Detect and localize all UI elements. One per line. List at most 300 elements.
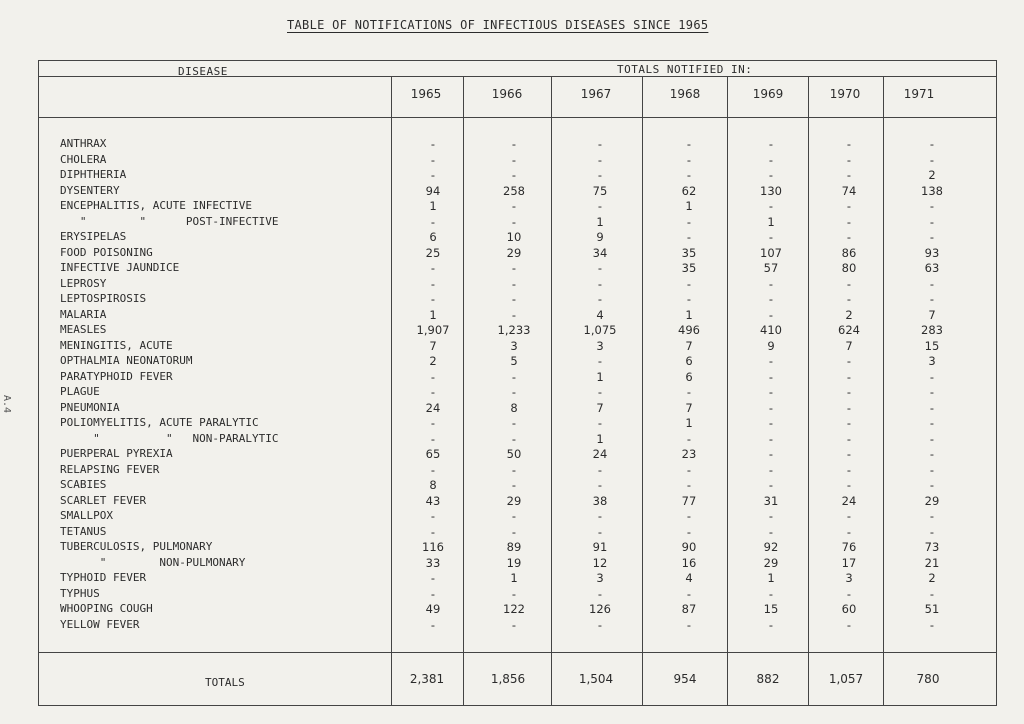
count-cell: 116: [422, 540, 444, 554]
table-row: [0, 184, 1024, 200]
disease-name: INFECTIVE JAUNDICE: [60, 261, 180, 274]
count-cell: 126: [589, 602, 611, 616]
count-cell: 1: [596, 431, 604, 446]
total-cell: 1,057: [828, 672, 864, 686]
count-cell: -: [511, 385, 517, 399]
count-cell: 2: [429, 354, 437, 368]
count-cell: -: [597, 276, 603, 291]
count-cell: -: [768, 385, 774, 399]
totals-divider: [38, 652, 997, 653]
count-cell: 6: [429, 230, 437, 244]
count-cell: -: [686, 292, 692, 306]
count-cell: 31: [763, 493, 779, 508]
count-cell: 7: [928, 307, 936, 322]
count-cell: 29: [924, 493, 940, 508]
total-cell: 1,856: [490, 672, 526, 686]
table-row: [0, 540, 1024, 556]
table-body: [0, 137, 1024, 633]
count-cell: 21: [924, 555, 940, 570]
count-cell: -: [686, 462, 692, 477]
year-header: 1966: [491, 87, 523, 101]
count-cell: -: [597, 416, 603, 430]
count-cell: -: [430, 431, 436, 446]
count-cell: -: [846, 276, 852, 291]
count-cell: 49: [425, 602, 441, 616]
table-row: [0, 618, 1024, 634]
disease-name: TUBERCULOSIS, PULMONARY: [60, 540, 213, 553]
count-cell: -: [686, 214, 692, 229]
count-cell: -: [511, 478, 517, 492]
count-cell: -: [686, 276, 692, 291]
table-row: [0, 215, 1024, 231]
count-cell: -: [597, 354, 603, 368]
count-cell: 24: [841, 493, 857, 508]
count-cell: 75: [592, 183, 608, 198]
count-cell: -: [597, 292, 603, 306]
count-cell: -: [430, 369, 436, 384]
count-cell: 1: [596, 214, 604, 229]
count-cell: -: [686, 586, 692, 601]
count-cell: 2: [928, 571, 936, 585]
count-cell: -: [768, 307, 774, 322]
table-row: [0, 308, 1024, 324]
total-cell: 954: [673, 672, 697, 686]
count-cell: -: [929, 137, 935, 151]
count-cell: 19: [506, 555, 522, 570]
disease-name: TYPHUS: [60, 586, 100, 600]
count-cell: 122: [503, 602, 525, 616]
count-cell: 34: [592, 245, 608, 260]
year-header: 1969: [752, 87, 784, 101]
count-cell: 1: [685, 416, 693, 430]
count-cell: 624: [838, 323, 860, 337]
count-cell: -: [511, 292, 517, 306]
count-cell: -: [430, 276, 436, 291]
count-cell: -: [430, 261, 436, 275]
count-cell: -: [846, 524, 852, 539]
count-cell: 15: [924, 338, 940, 353]
count-cell: -: [597, 524, 603, 539]
count-cell: 12: [592, 555, 608, 570]
count-cell: 410: [760, 323, 782, 337]
table-row: [0, 277, 1024, 293]
count-cell: 94: [425, 183, 441, 198]
count-cell: -: [929, 462, 935, 477]
disease-name: PNEUMONIA: [60, 400, 120, 414]
year-header: 1968: [669, 87, 701, 101]
disease-name: TETANUS: [60, 524, 107, 538]
count-cell: 9: [767, 338, 775, 353]
count-cell: -: [768, 462, 774, 477]
year-header-divider: [38, 117, 997, 118]
count-cell: -: [511, 431, 517, 446]
disease-name: " " POST-INFECTIVE: [60, 214, 279, 228]
count-cell: 35: [681, 245, 697, 260]
count-cell: 25: [425, 245, 441, 260]
count-cell: -: [929, 478, 935, 492]
count-cell: 7: [596, 400, 604, 415]
count-cell: 3: [510, 338, 518, 353]
count-cell: -: [929, 586, 935, 601]
count-cell: -: [686, 509, 692, 523]
count-cell: -: [846, 509, 852, 523]
count-cell: -: [768, 276, 774, 291]
count-cell: -: [768, 152, 774, 167]
count-cell: 7: [429, 338, 437, 353]
table-row: [0, 478, 1024, 494]
count-cell: 4: [596, 307, 604, 322]
count-cell: 73: [924, 540, 940, 554]
count-cell: -: [597, 509, 603, 523]
count-cell: -: [511, 152, 517, 167]
count-cell: -: [430, 168, 436, 182]
count-cell: -: [768, 137, 774, 151]
count-cell: -: [597, 152, 603, 167]
disease-name: WHOOPING COUGH: [60, 602, 153, 615]
count-cell: -: [686, 230, 692, 244]
count-cell: 2: [928, 168, 936, 182]
count-cell: 63: [924, 261, 940, 275]
count-cell: -: [846, 416, 852, 430]
count-cell: 7: [685, 400, 693, 415]
count-cell: -: [597, 478, 603, 492]
count-cell: -: [768, 354, 774, 368]
disease-name: MEASLES: [60, 323, 107, 336]
count-cell: -: [511, 261, 517, 275]
year-header: 1970: [829, 87, 861, 101]
count-cell: -: [686, 168, 692, 182]
count-cell: -: [846, 431, 852, 446]
count-cell: -: [846, 152, 852, 167]
count-cell: -: [597, 261, 603, 275]
count-cell: -: [686, 152, 692, 167]
count-cell: 7: [685, 338, 693, 353]
count-cell: 130: [760, 183, 782, 198]
count-cell: -: [511, 462, 517, 477]
count-cell: -: [686, 137, 692, 151]
disease-name: " NON-PULMONARY: [60, 555, 246, 569]
count-cell: 89: [506, 540, 522, 554]
count-cell: 2: [845, 307, 853, 322]
count-cell: 1: [429, 199, 437, 213]
count-cell: -: [686, 617, 692, 632]
count-cell: 65: [425, 447, 441, 461]
table-row: [0, 587, 1024, 603]
disease-name: PUERPERAL PYREXIA: [60, 447, 173, 460]
count-cell: -: [768, 509, 774, 523]
count-cell: -: [846, 168, 852, 182]
disease-name: LEPROSY: [60, 276, 107, 290]
count-cell: -: [846, 478, 852, 492]
count-cell: -: [430, 137, 436, 151]
count-cell: 6: [685, 369, 693, 384]
count-cell: -: [846, 354, 852, 368]
table-row: [0, 401, 1024, 417]
count-cell: -: [430, 385, 436, 399]
count-cell: 3: [928, 354, 936, 368]
count-cell: 3: [596, 338, 604, 353]
count-cell: 33: [425, 555, 441, 570]
totals-label: TOTALS: [205, 676, 245, 689]
count-cell: -: [597, 168, 603, 182]
disease-name: FOOD POISONING: [60, 245, 153, 259]
count-cell: -: [846, 586, 852, 601]
count-cell: -: [430, 571, 436, 585]
count-cell: 1: [767, 214, 775, 229]
table-row: [0, 509, 1024, 525]
disease-name: TYPHOID FEVER: [60, 571, 147, 584]
count-cell: 51: [924, 602, 940, 616]
count-cell: -: [768, 369, 774, 384]
disease-name: CHOLERA: [60, 152, 107, 166]
count-cell: 5: [510, 354, 518, 368]
count-cell: -: [768, 617, 774, 632]
count-cell: 24: [592, 447, 608, 461]
disease-column-header: DISEASE: [178, 65, 228, 78]
count-cell: -: [768, 586, 774, 601]
count-cell: -: [929, 230, 935, 244]
count-cell: -: [430, 416, 436, 430]
count-cell: -: [686, 385, 692, 399]
table-row: [0, 370, 1024, 386]
count-cell: 76: [841, 540, 857, 554]
table-row: [0, 463, 1024, 479]
count-cell: 29: [506, 245, 522, 260]
table-row: [0, 261, 1024, 277]
disease-name: MALARIA: [60, 307, 107, 321]
count-cell: -: [430, 214, 436, 229]
count-cell: -: [929, 214, 935, 229]
count-cell: 77: [681, 493, 697, 508]
disease-name: SCABIES: [60, 478, 107, 491]
count-cell: -: [511, 617, 517, 632]
table-row: [0, 525, 1024, 541]
disease-name: PLAGUE: [60, 385, 100, 398]
page-marker: A.4: [1, 395, 12, 414]
count-cell: -: [768, 230, 774, 244]
disease-name: ANTHRAX: [60, 137, 107, 150]
disease-name: YELLOW FEVER: [60, 617, 140, 631]
count-cell: -: [929, 416, 935, 430]
count-cell: 90: [681, 540, 697, 554]
count-cell: 92: [763, 540, 779, 554]
totals-notified-header: TOTALS NOTIFIED IN:: [617, 63, 753, 76]
count-cell: -: [430, 152, 436, 167]
count-cell: 1,907: [416, 323, 450, 337]
count-cell: 74: [841, 183, 857, 198]
disease-name: MENINGITIS, ACUTE: [60, 338, 173, 352]
count-cell: -: [511, 214, 517, 229]
table-row: [0, 556, 1024, 572]
count-cell: -: [511, 276, 517, 291]
count-cell: 50: [506, 447, 522, 461]
total-cell: 1,504: [578, 672, 614, 686]
count-cell: 6: [685, 354, 693, 368]
count-cell: 8: [510, 400, 518, 415]
count-cell: -: [511, 168, 517, 182]
count-cell: -: [929, 276, 935, 291]
year-header: 1971: [903, 87, 935, 101]
count-cell: -: [597, 617, 603, 632]
count-cell: 35: [681, 261, 697, 275]
table-row: [0, 339, 1024, 355]
count-cell: 1: [685, 199, 693, 213]
count-cell: -: [929, 385, 935, 399]
count-cell: 1: [596, 369, 604, 384]
table-row: [0, 385, 1024, 401]
count-cell: -: [929, 152, 935, 167]
total-cell: 882: [756, 672, 780, 686]
count-cell: -: [929, 400, 935, 415]
count-cell: -: [929, 199, 935, 213]
count-cell: -: [768, 168, 774, 182]
count-cell: -: [929, 447, 935, 461]
count-cell: 1,075: [583, 323, 617, 337]
count-cell: -: [929, 509, 935, 523]
disease-name: DIPHTHERIA: [60, 168, 127, 181]
count-cell: 1,233: [497, 323, 531, 337]
count-cell: 57: [763, 261, 779, 275]
count-cell: -: [597, 586, 603, 601]
count-cell: 1: [767, 571, 775, 585]
count-cell: 258: [503, 183, 525, 198]
table-row: [0, 137, 1024, 153]
count-cell: -: [929, 431, 935, 446]
count-cell: -: [597, 137, 603, 151]
table-row: [0, 432, 1024, 448]
count-cell: 9: [596, 230, 604, 244]
count-cell: -: [768, 292, 774, 306]
count-cell: -: [511, 369, 517, 384]
count-cell: -: [768, 447, 774, 461]
count-cell: 3: [845, 571, 853, 585]
count-cell: 38: [592, 493, 608, 508]
count-cell: 4: [685, 571, 693, 585]
count-cell: -: [768, 524, 774, 539]
table-row: [0, 153, 1024, 169]
count-cell: 283: [921, 323, 943, 337]
count-cell: -: [768, 431, 774, 446]
disease-name: SMALLPOX: [60, 509, 113, 522]
count-cell: -: [511, 524, 517, 539]
total-cell: 2,381: [409, 672, 445, 686]
count-cell: -: [846, 447, 852, 461]
count-cell: 43: [425, 493, 441, 508]
count-cell: -: [511, 586, 517, 601]
count-cell: 93: [924, 245, 940, 260]
count-cell: -: [929, 369, 935, 384]
count-cell: 91: [592, 540, 608, 554]
count-cell: 1: [510, 571, 518, 585]
count-cell: -: [597, 199, 603, 213]
disease-name: DYSENTERY: [60, 183, 120, 197]
count-cell: 86: [841, 245, 857, 260]
count-cell: 1: [429, 307, 437, 322]
count-cell: -: [430, 524, 436, 539]
table-row: [0, 292, 1024, 308]
page-title: TABLE OF NOTIFICATIONS OF INFECTIOUS DISEASES SINCE 1965: [287, 18, 709, 32]
count-cell: -: [846, 385, 852, 399]
count-cell: 17: [841, 555, 857, 570]
count-cell: -: [846, 369, 852, 384]
count-cell: 138: [921, 183, 943, 198]
count-cell: -: [846, 137, 852, 151]
table-row: [0, 416, 1024, 432]
count-cell: 23: [681, 447, 697, 461]
count-cell: -: [768, 400, 774, 415]
count-cell: -: [768, 478, 774, 492]
count-cell: -: [511, 137, 517, 151]
count-cell: -: [686, 431, 692, 446]
table-row: [0, 230, 1024, 246]
count-cell: 15: [763, 602, 779, 616]
count-cell: 496: [678, 323, 700, 337]
table-row: [0, 168, 1024, 184]
count-cell: -: [768, 199, 774, 213]
count-cell: 10: [506, 230, 522, 244]
disease-name: ERYSIPELAS: [60, 230, 127, 243]
count-cell: -: [686, 524, 692, 539]
disease-name: " " NON-PARALYTIC: [60, 431, 279, 445]
count-cell: -: [929, 617, 935, 632]
count-cell: -: [597, 385, 603, 399]
count-cell: -: [846, 400, 852, 415]
total-cell: 780: [916, 672, 940, 686]
disease-name: OPTHALMIA NEONATORUM: [60, 354, 193, 367]
table-row: [0, 494, 1024, 510]
table-row: [0, 571, 1024, 587]
disease-name: PARATYPHOID FEVER: [60, 369, 173, 383]
count-cell: -: [846, 230, 852, 244]
count-cell: 16: [681, 555, 697, 570]
count-cell: 80: [841, 261, 857, 275]
year-header: 1967: [580, 87, 612, 101]
disease-name: ENCEPHALITIS, ACUTE INFECTIVE: [60, 199, 253, 212]
count-cell: -: [846, 462, 852, 477]
table-row: [0, 447, 1024, 463]
table-row: [0, 323, 1024, 339]
disease-name: LEPTOSPIROSIS: [60, 292, 147, 305]
count-cell: 60: [841, 602, 857, 616]
count-cell: 7: [845, 338, 853, 353]
count-cell: -: [430, 617, 436, 632]
table-row: [0, 602, 1024, 618]
count-cell: 62: [681, 183, 697, 198]
count-cell: 1: [685, 307, 693, 322]
disease-name: RELAPSING FEVER: [60, 462, 160, 476]
count-cell: -: [511, 307, 517, 322]
count-cell: -: [430, 292, 436, 306]
count-cell: -: [686, 478, 692, 492]
disease-name: SCARLET FEVER: [60, 493, 147, 507]
year-header: 1965: [410, 87, 442, 101]
count-cell: -: [511, 199, 517, 213]
count-cell: -: [929, 524, 935, 539]
count-cell: -: [511, 416, 517, 430]
count-cell: 29: [763, 555, 779, 570]
count-cell: 3: [596, 571, 604, 585]
count-cell: 24: [425, 400, 441, 415]
count-cell: -: [846, 214, 852, 229]
count-cell: 8: [429, 478, 437, 492]
count-cell: -: [929, 292, 935, 306]
count-cell: -: [430, 586, 436, 601]
count-cell: -: [846, 617, 852, 632]
count-cell: 29: [506, 493, 522, 508]
count-cell: -: [846, 292, 852, 306]
count-cell: -: [430, 462, 436, 477]
count-cell: -: [511, 509, 517, 523]
